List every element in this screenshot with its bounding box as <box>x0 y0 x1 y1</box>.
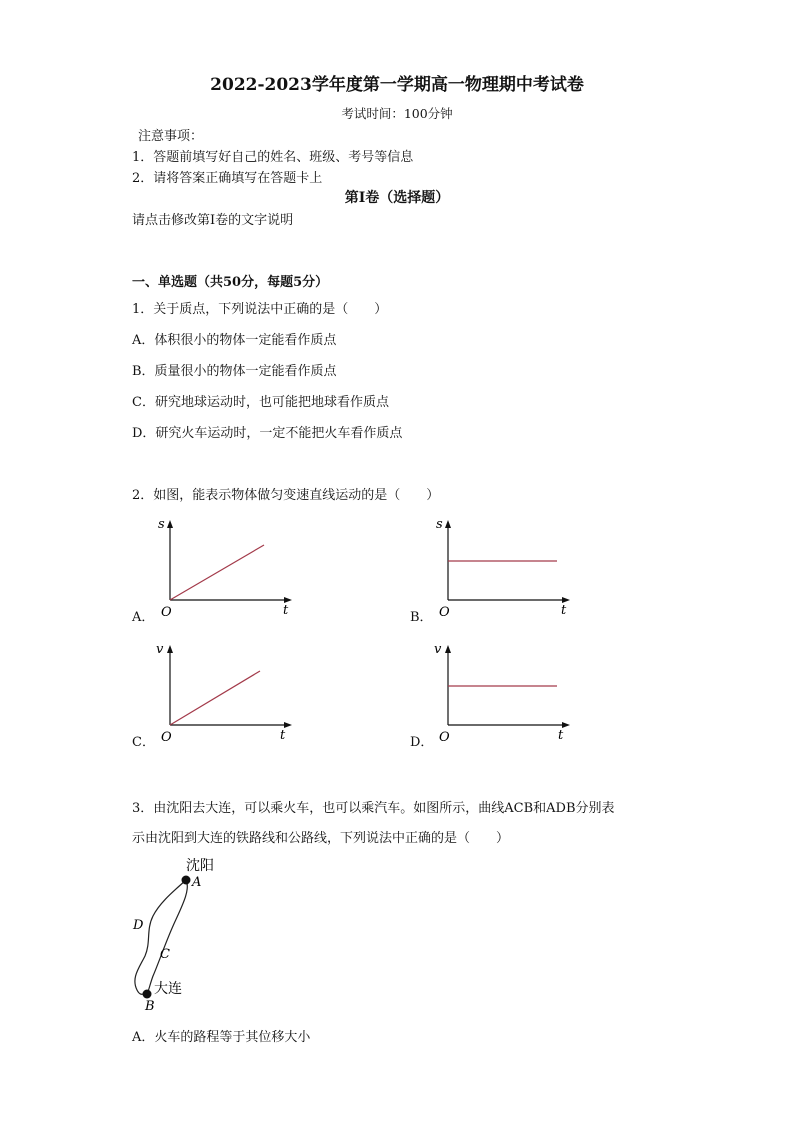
graph-line-rising <box>170 671 260 725</box>
q2-graph-c <box>150 637 300 749</box>
y-axis-label: s <box>436 517 443 532</box>
exam-time: 考试时间：100分钟 <box>341 106 453 121</box>
x-axis-label: t <box>283 603 289 618</box>
notes-heading: 注意事项： <box>138 129 204 144</box>
y-axis-label: s <box>158 517 165 532</box>
curve-d-label: D <box>133 918 144 933</box>
q1-option-a: A．体积很小的物体一定能看作质点 <box>132 333 337 348</box>
origin-label: O <box>439 730 450 745</box>
q2-stem: 2．如图，能表示物体做匀变速直线运动的是（ ） <box>132 488 440 503</box>
y-axis-arrow-icon <box>445 520 451 528</box>
q1-option-c: C．研究地球运动时，也可能把地球看作质点 <box>132 395 389 410</box>
q2-graph-a <box>150 512 300 624</box>
section1-heading: 一、单选题（共50分，每题5分） <box>132 275 329 290</box>
curve-c-label: C <box>160 947 170 962</box>
q1-option-b: B．质量很小的物体一定能看作质点 <box>132 364 337 379</box>
q3-stem-line1: 3．由沈阳去大连，可以乘火车，也可以乘汽车。如图所示，曲线ACB和ADB分别表 <box>132 801 615 816</box>
point-b-label: B <box>145 999 155 1014</box>
q2-graph-c-label: C． <box>132 735 155 750</box>
q2-graph-b <box>428 512 578 624</box>
point-a-dot <box>182 876 191 885</box>
q3-route-map <box>125 850 235 1015</box>
city-b-label: 大连 <box>154 981 182 997</box>
x-axis-label: t <box>561 603 567 618</box>
volume-title: 第I卷（选择题） <box>344 190 450 206</box>
point-b-dot <box>143 990 152 999</box>
notes-item-2: 2．请将答案正确填写在答题卡上 <box>132 171 323 186</box>
y-axis-label: v <box>434 642 442 657</box>
notes-item-1: 1．答题前填写好自己的姓名、班级、考号等信息 <box>132 150 414 165</box>
q1-stem: 1．关于质点，下列说法中正确的是（ ） <box>132 302 388 317</box>
origin-label: O <box>439 605 450 620</box>
curve-adb <box>135 880 186 994</box>
q2-graph-b-label: B． <box>410 610 433 625</box>
q3-option-a: A．火车的路程等于其位移大小 <box>132 1030 311 1045</box>
q3-stem-line2: 示由沈阳到大连的铁路线和公路线，下列说法中正确的是（ ） <box>132 831 510 846</box>
q1-option-d: D．研究火车运动时，一定不能把火车看作质点 <box>132 426 403 441</box>
y-axis-arrow-icon <box>167 520 173 528</box>
y-axis-arrow-icon <box>167 645 173 653</box>
city-a-label: 沈阳 <box>186 858 214 874</box>
exam-title: 2022-2023学年度第一学期高一物理期中考试卷 <box>210 75 584 95</box>
volume-desc: 请点击修改第I卷的文字说明 <box>132 213 294 228</box>
origin-label: O <box>161 730 172 745</box>
y-axis-label: v <box>156 642 164 657</box>
q2-graph-d-label: D． <box>410 735 434 750</box>
point-a-label: A <box>192 875 202 890</box>
q2-graph-a-label: A． <box>132 610 155 625</box>
x-axis-label: t <box>280 728 286 743</box>
y-axis-arrow-icon <box>445 645 451 653</box>
origin-label: O <box>161 605 172 620</box>
x-axis-label: t <box>558 728 564 743</box>
graph-line-rising <box>170 545 264 600</box>
q2-graph-d <box>428 637 578 749</box>
